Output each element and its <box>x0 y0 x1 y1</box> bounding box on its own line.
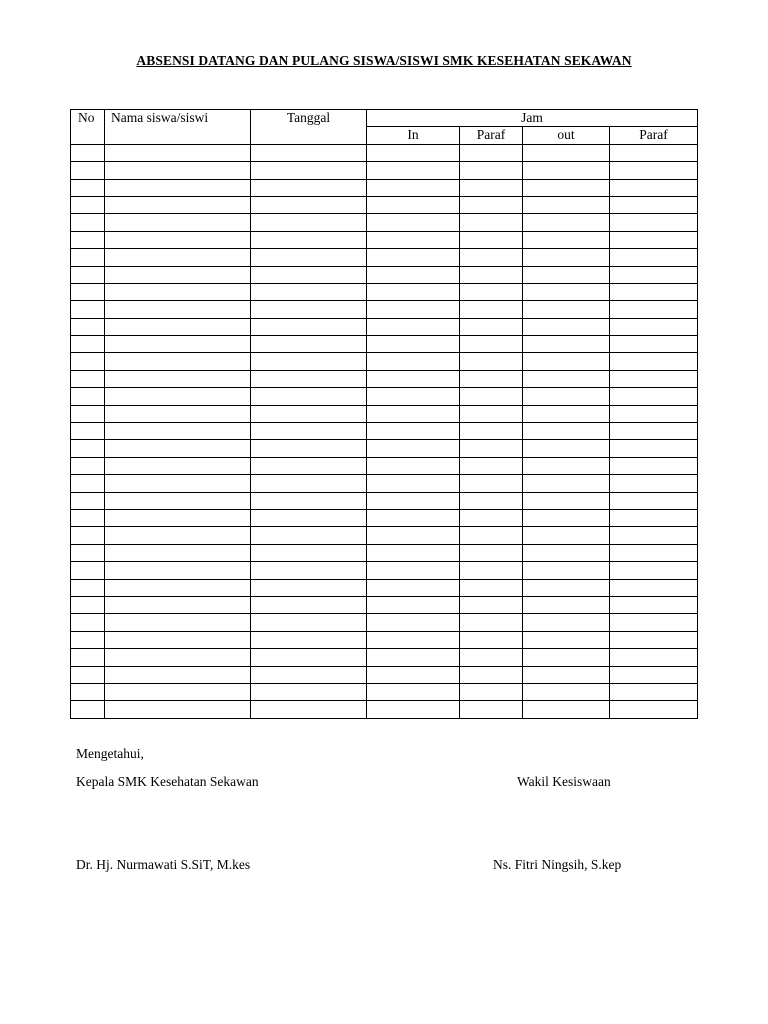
cell-no <box>71 336 105 353</box>
cell-tanggal <box>251 492 367 509</box>
cell-tanggal <box>251 649 367 666</box>
table-row <box>71 701 698 718</box>
table-row <box>71 423 698 440</box>
cell-tanggal <box>251 266 367 283</box>
cell-out <box>523 457 610 474</box>
cell-in <box>367 423 460 440</box>
cell-paraf-out <box>610 266 698 283</box>
cell-nama <box>105 423 251 440</box>
cell-out <box>523 683 610 700</box>
cell-paraf-out <box>610 405 698 422</box>
cell-nama <box>105 388 251 405</box>
cell-in <box>367 666 460 683</box>
cell-nama <box>105 666 251 683</box>
table-row <box>71 579 698 596</box>
table-row <box>71 683 698 700</box>
cell-out <box>523 544 610 561</box>
cell-in <box>367 370 460 387</box>
kepala-title: Kepala SMK Kesehatan Sekawan <box>76 774 259 789</box>
cell-out <box>523 596 610 613</box>
cell-out <box>523 405 610 422</box>
cell-no <box>71 683 105 700</box>
cell-in <box>367 701 460 718</box>
table-row <box>71 631 698 648</box>
cell-out <box>523 440 610 457</box>
table-row <box>71 509 698 526</box>
cell-out <box>523 649 610 666</box>
cell-tanggal <box>251 527 367 544</box>
cell-paraf-out <box>610 614 698 631</box>
cell-no <box>71 318 105 335</box>
cell-in <box>367 440 460 457</box>
header-out: out <box>523 127 610 144</box>
cell-tanggal <box>251 336 367 353</box>
cell-tanggal <box>251 475 367 492</box>
header-paraf-out: Paraf <box>610 127 698 144</box>
cell-paraf-out <box>610 666 698 683</box>
cell-paraf-out <box>610 318 698 335</box>
cell-no <box>71 179 105 196</box>
table-row <box>71 405 698 422</box>
cell-out <box>523 388 610 405</box>
cell-paraf-out <box>610 596 698 613</box>
cell-paraf-in <box>460 214 523 231</box>
cell-tanggal <box>251 614 367 631</box>
cell-paraf-out <box>610 179 698 196</box>
table-row <box>71 214 698 231</box>
cell-no <box>71 509 105 526</box>
cell-nama <box>105 596 251 613</box>
cell-out <box>523 283 610 300</box>
cell-no <box>71 283 105 300</box>
cell-paraf-in <box>460 179 523 196</box>
wakil-name: Ns. Fitri Ningsih, S.kep <box>493 857 622 872</box>
cell-paraf-out <box>610 440 698 457</box>
cell-no <box>71 614 105 631</box>
cell-paraf-in <box>460 249 523 266</box>
cell-paraf-out <box>610 231 698 248</box>
table-row <box>71 666 698 683</box>
table-row <box>71 370 698 387</box>
cell-tanggal <box>251 179 367 196</box>
cell-in <box>367 336 460 353</box>
table-row <box>71 440 698 457</box>
cell-tanggal <box>251 631 367 648</box>
cell-tanggal <box>251 283 367 300</box>
cell-no <box>71 579 105 596</box>
cell-out <box>523 249 610 266</box>
cell-nama <box>105 405 251 422</box>
cell-nama <box>105 353 251 370</box>
cell-in <box>367 457 460 474</box>
table-row <box>71 231 698 248</box>
table-row <box>71 475 698 492</box>
cell-paraf-in <box>460 596 523 613</box>
cell-tanggal <box>251 162 367 179</box>
table-row <box>71 144 698 161</box>
cell-nama <box>105 144 251 161</box>
cell-no <box>71 544 105 561</box>
cell-out <box>523 179 610 196</box>
cell-out <box>523 423 610 440</box>
cell-paraf-in <box>460 301 523 318</box>
cell-paraf-out <box>610 544 698 561</box>
cell-tanggal <box>251 562 367 579</box>
cell-nama <box>105 336 251 353</box>
cell-paraf-out <box>610 475 698 492</box>
cell-paraf-out <box>610 683 698 700</box>
cell-tanggal <box>251 666 367 683</box>
document-title: ABSENSI DATANG DAN PULANG SISWA/SISWI SMK KESEHATAN SEKAWAN <box>136 53 632 68</box>
mengetahui-label: Mengetahui, <box>76 746 144 761</box>
table-row <box>71 318 698 335</box>
cell-out <box>523 196 610 213</box>
cell-out <box>523 579 610 596</box>
cell-in <box>367 249 460 266</box>
cell-nama <box>105 562 251 579</box>
cell-paraf-out <box>610 423 698 440</box>
cell-paraf-in <box>460 579 523 596</box>
header-tanggal: Tanggal <box>251 110 367 145</box>
table-row <box>71 196 698 213</box>
cell-tanggal <box>251 457 367 474</box>
cell-in <box>367 196 460 213</box>
cell-paraf-out <box>610 336 698 353</box>
table-row <box>71 527 698 544</box>
cell-nama <box>105 527 251 544</box>
cell-nama <box>105 179 251 196</box>
cell-nama <box>105 301 251 318</box>
cell-nama <box>105 509 251 526</box>
cell-paraf-in <box>460 423 523 440</box>
table-row <box>71 249 698 266</box>
cell-no <box>71 388 105 405</box>
cell-out <box>523 231 610 248</box>
table-row <box>71 614 698 631</box>
cell-paraf-out <box>610 649 698 666</box>
cell-paraf-out <box>610 301 698 318</box>
cell-in <box>367 596 460 613</box>
cell-paraf-out <box>610 701 698 718</box>
cell-paraf-in <box>460 440 523 457</box>
cell-out <box>523 144 610 161</box>
cell-no <box>71 214 105 231</box>
cell-paraf-in <box>460 475 523 492</box>
attendance-table <box>70 109 698 719</box>
cell-in <box>367 649 460 666</box>
cell-paraf-out <box>610 509 698 526</box>
cell-out <box>523 701 610 718</box>
cell-paraf-in <box>460 631 523 648</box>
cell-tanggal <box>251 405 367 422</box>
cell-no <box>71 266 105 283</box>
table-row <box>71 336 698 353</box>
cell-paraf-out <box>610 492 698 509</box>
cell-nama <box>105 631 251 648</box>
cell-tanggal <box>251 509 367 526</box>
header-no: No <box>71 110 105 145</box>
cell-in <box>367 405 460 422</box>
cell-tanggal <box>251 683 367 700</box>
table-row <box>71 353 698 370</box>
cell-paraf-in <box>460 370 523 387</box>
cell-paraf-out <box>610 283 698 300</box>
table-row <box>71 562 698 579</box>
cell-paraf-out <box>610 457 698 474</box>
cell-paraf-in <box>460 562 523 579</box>
cell-tanggal <box>251 544 367 561</box>
cell-out <box>523 214 610 231</box>
cell-no <box>71 405 105 422</box>
cell-in <box>367 301 460 318</box>
cell-paraf-out <box>610 144 698 161</box>
cell-in <box>367 475 460 492</box>
cell-nama <box>105 683 251 700</box>
cell-paraf-in <box>460 162 523 179</box>
cell-tanggal <box>251 353 367 370</box>
cell-nama <box>105 266 251 283</box>
cell-nama <box>105 544 251 561</box>
cell-paraf-in <box>460 544 523 561</box>
header-in: In <box>367 127 460 144</box>
cell-no <box>71 457 105 474</box>
kepala-name: Dr. Hj. Nurmawati S.SiT, M.kes <box>76 857 251 872</box>
cell-paraf-in <box>460 405 523 422</box>
cell-nama <box>105 492 251 509</box>
table-row <box>71 649 698 666</box>
cell-out <box>523 527 610 544</box>
cell-in <box>367 318 460 335</box>
wakil-title: Wakil Kesiswaan <box>517 774 611 789</box>
cell-paraf-in <box>460 614 523 631</box>
cell-in <box>367 231 460 248</box>
cell-in <box>367 527 460 544</box>
cell-in <box>367 492 460 509</box>
cell-no <box>71 666 105 683</box>
cell-out <box>523 492 610 509</box>
cell-no <box>71 440 105 457</box>
cell-in <box>367 579 460 596</box>
cell-no <box>71 196 105 213</box>
cell-no <box>71 249 105 266</box>
cell-nama <box>105 649 251 666</box>
cell-nama <box>105 249 251 266</box>
cell-paraf-out <box>610 162 698 179</box>
cell-in <box>367 353 460 370</box>
cell-nama <box>105 440 251 457</box>
cell-out <box>523 162 610 179</box>
cell-paraf-in <box>460 266 523 283</box>
cell-paraf-in <box>460 683 523 700</box>
cell-paraf-out <box>610 579 698 596</box>
cell-no <box>71 144 105 161</box>
cell-out <box>523 631 610 648</box>
table-row <box>71 457 698 474</box>
cell-nama <box>105 214 251 231</box>
cell-paraf-out <box>610 196 698 213</box>
cell-in <box>367 179 460 196</box>
cell-in <box>367 562 460 579</box>
cell-no <box>71 370 105 387</box>
cell-paraf-out <box>610 214 698 231</box>
cell-paraf-in <box>460 318 523 335</box>
cell-nama <box>105 701 251 718</box>
cell-paraf-in <box>460 509 523 526</box>
cell-in <box>367 683 460 700</box>
cell-in <box>367 614 460 631</box>
header-nama: Nama siswa/siswi <box>105 110 251 145</box>
cell-paraf-out <box>610 631 698 648</box>
table-row <box>71 492 698 509</box>
cell-paraf-out <box>610 562 698 579</box>
cell-paraf-in <box>460 388 523 405</box>
cell-nama <box>105 457 251 474</box>
cell-paraf-out <box>610 527 698 544</box>
cell-paraf-in <box>460 336 523 353</box>
cell-in <box>367 388 460 405</box>
cell-tanggal <box>251 388 367 405</box>
cell-paraf-in <box>460 701 523 718</box>
table-row <box>71 596 698 613</box>
cell-no <box>71 527 105 544</box>
header-jam: Jam <box>367 110 698 127</box>
cell-tanggal <box>251 214 367 231</box>
cell-tanggal <box>251 249 367 266</box>
cell-paraf-in <box>460 196 523 213</box>
cell-out <box>523 475 610 492</box>
cell-in <box>367 509 460 526</box>
cell-no <box>71 162 105 179</box>
cell-paraf-in <box>460 527 523 544</box>
cell-out <box>523 666 610 683</box>
cell-nama <box>105 196 251 213</box>
header-paraf-in: Paraf <box>460 127 523 144</box>
cell-no <box>71 423 105 440</box>
cell-in <box>367 266 460 283</box>
cell-out <box>523 562 610 579</box>
cell-nama <box>105 614 251 631</box>
cell-tanggal <box>251 596 367 613</box>
cell-out <box>523 301 610 318</box>
cell-in <box>367 144 460 161</box>
cell-no <box>71 649 105 666</box>
cell-out <box>523 318 610 335</box>
cell-nama <box>105 231 251 248</box>
cell-nama <box>105 475 251 492</box>
cell-paraf-in <box>460 283 523 300</box>
cell-out <box>523 353 610 370</box>
table-row <box>71 266 698 283</box>
cell-no <box>71 231 105 248</box>
cell-tanggal <box>251 701 367 718</box>
cell-out <box>523 509 610 526</box>
cell-nama <box>105 318 251 335</box>
table-row <box>71 179 698 196</box>
cell-tanggal <box>251 579 367 596</box>
cell-tanggal <box>251 231 367 248</box>
cell-tanggal <box>251 144 367 161</box>
cell-paraf-in <box>460 231 523 248</box>
cell-no <box>71 562 105 579</box>
cell-in <box>367 631 460 648</box>
cell-paraf-in <box>460 457 523 474</box>
cell-tanggal <box>251 196 367 213</box>
cell-paraf-in <box>460 492 523 509</box>
cell-nama <box>105 283 251 300</box>
cell-tanggal <box>251 301 367 318</box>
attendance-rows <box>71 144 698 718</box>
cell-no <box>71 492 105 509</box>
cell-no <box>71 353 105 370</box>
cell-paraf-in <box>460 649 523 666</box>
cell-paraf-out <box>610 370 698 387</box>
cell-nama <box>105 370 251 387</box>
table-row <box>71 388 698 405</box>
cell-out <box>523 336 610 353</box>
cell-paraf-in <box>460 144 523 161</box>
cell-in <box>367 283 460 300</box>
cell-out <box>523 266 610 283</box>
cell-no <box>71 596 105 613</box>
cell-out <box>523 370 610 387</box>
cell-in <box>367 544 460 561</box>
table-row <box>71 283 698 300</box>
table-row <box>71 544 698 561</box>
cell-in <box>367 214 460 231</box>
cell-paraf-out <box>610 353 698 370</box>
cell-paraf-out <box>610 388 698 405</box>
cell-tanggal <box>251 440 367 457</box>
cell-in <box>367 162 460 179</box>
cell-paraf-in <box>460 666 523 683</box>
cell-out <box>523 614 610 631</box>
cell-nama <box>105 579 251 596</box>
cell-paraf-in <box>460 353 523 370</box>
cell-nama <box>105 162 251 179</box>
cell-tanggal <box>251 370 367 387</box>
table-row <box>71 301 698 318</box>
cell-no <box>71 631 105 648</box>
cell-no <box>71 701 105 718</box>
cell-paraf-out <box>610 249 698 266</box>
cell-tanggal <box>251 318 367 335</box>
cell-no <box>71 301 105 318</box>
cell-no <box>71 475 105 492</box>
table-row <box>71 162 698 179</box>
cell-tanggal <box>251 423 367 440</box>
